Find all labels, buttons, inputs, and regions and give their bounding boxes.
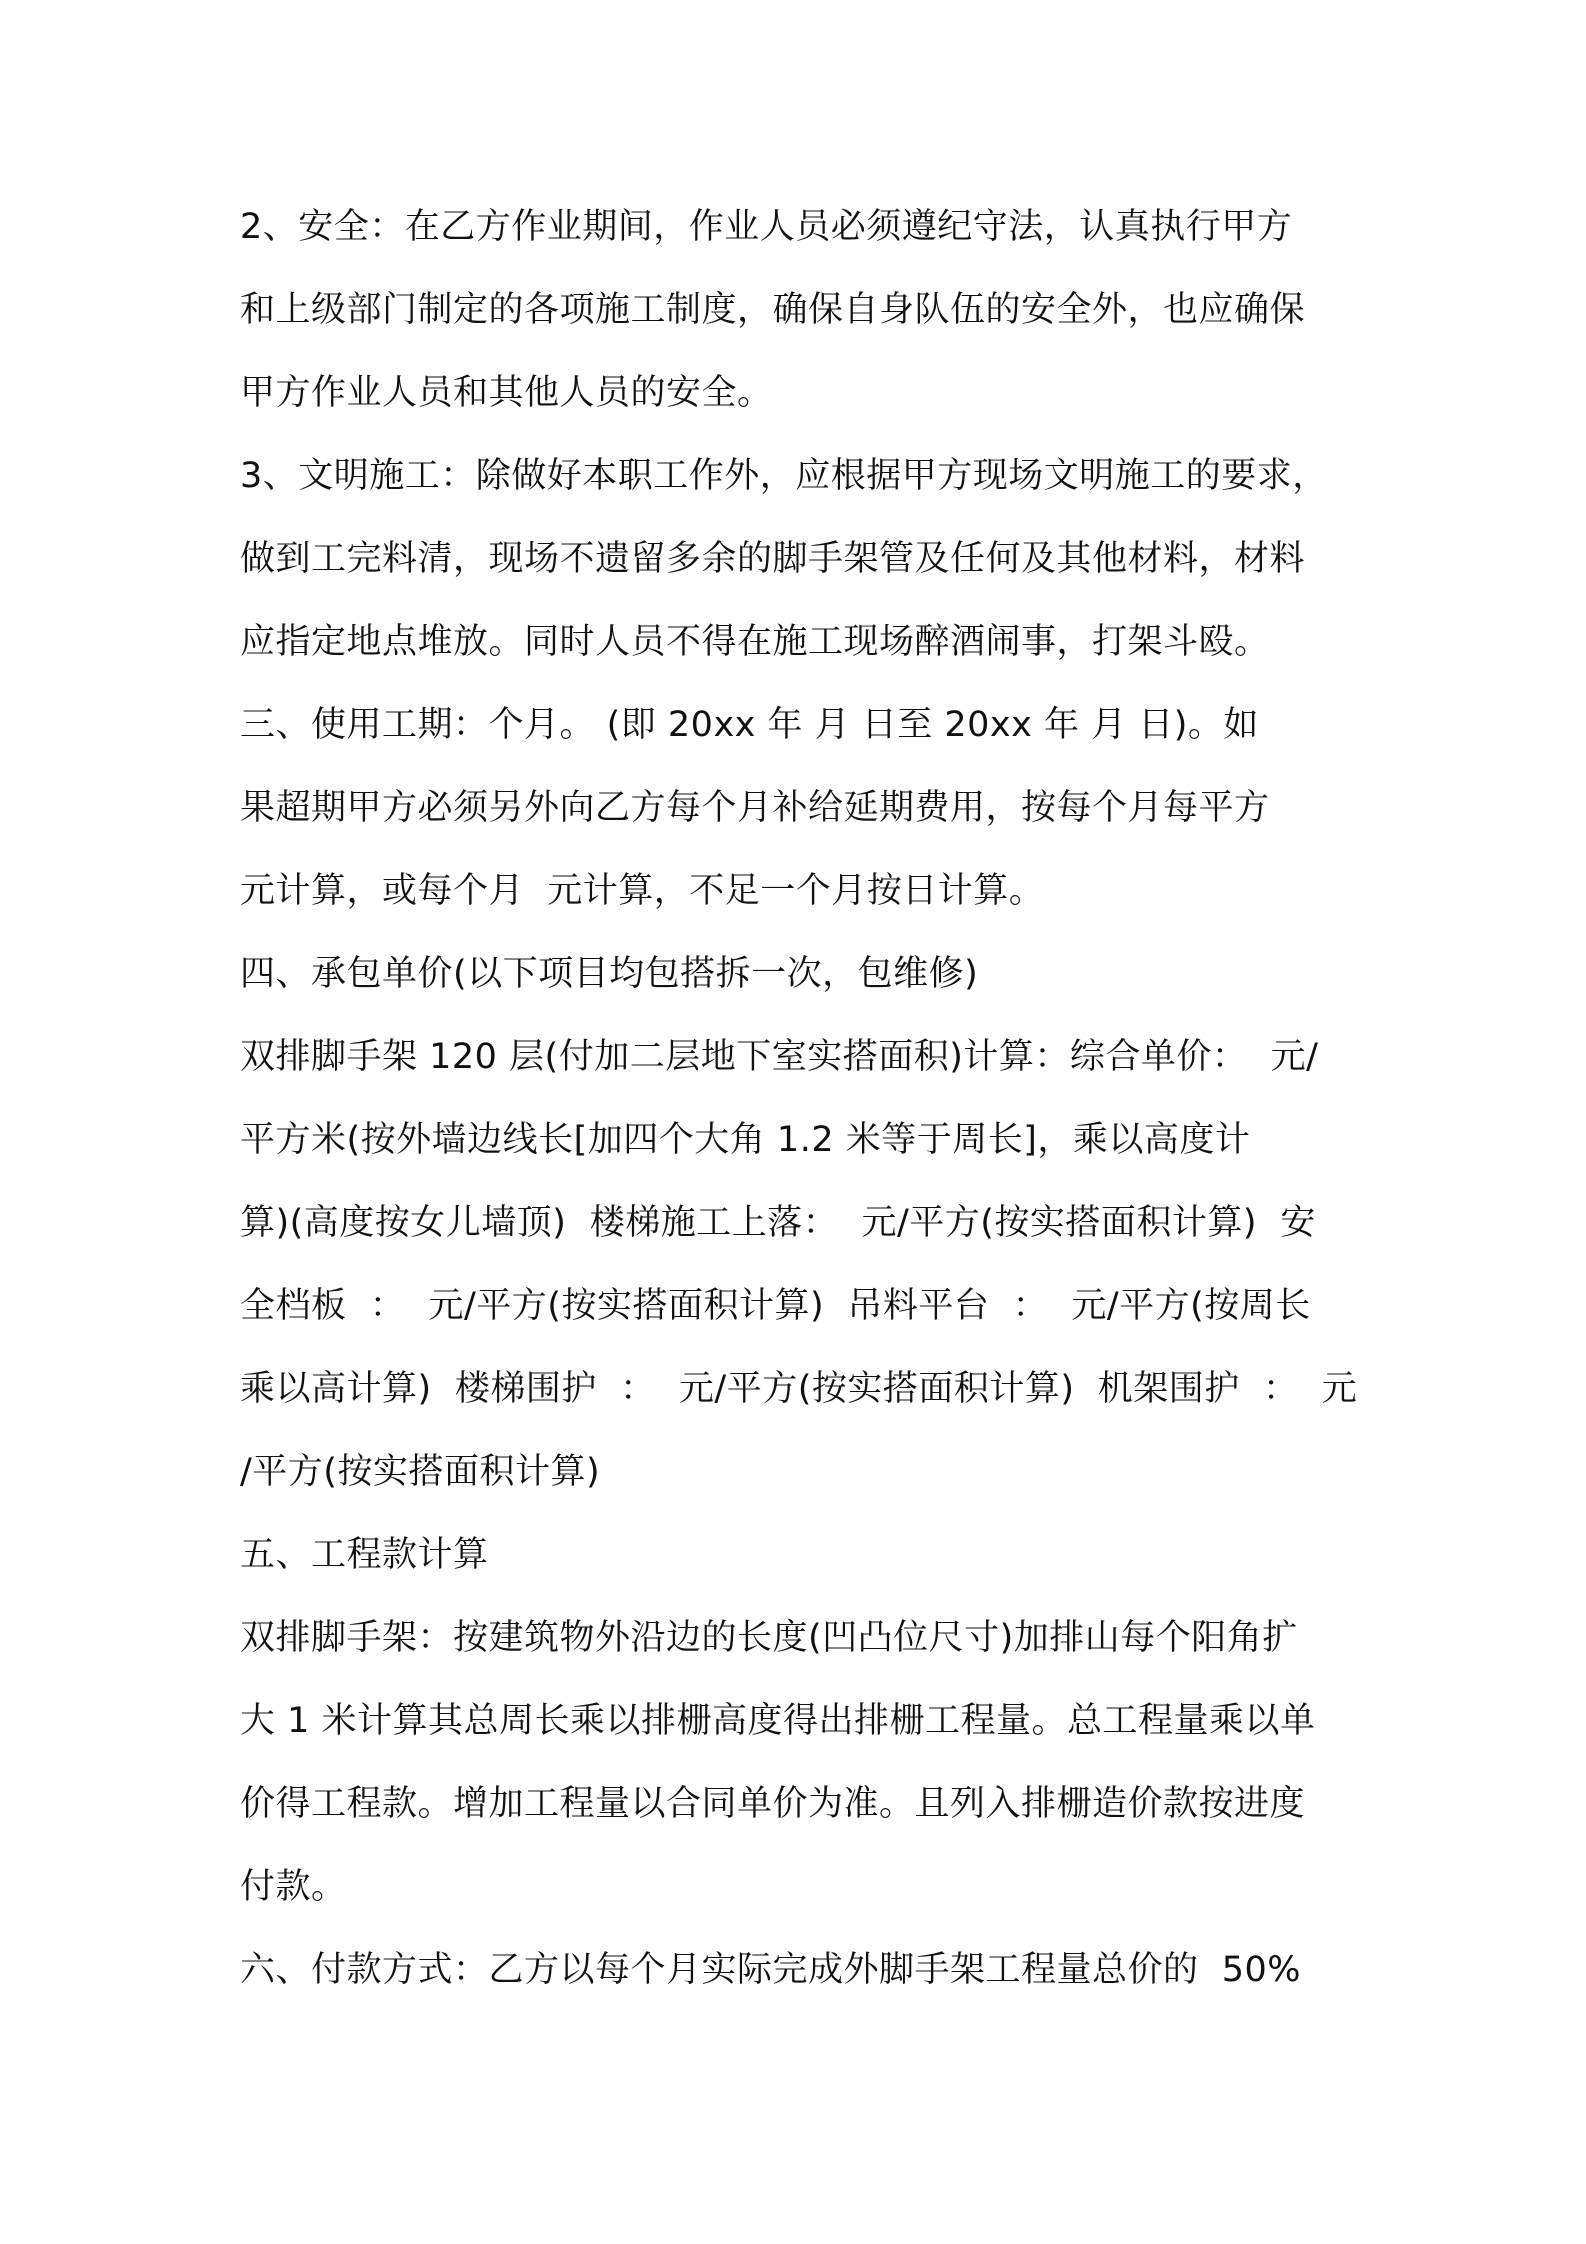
section-heading: 四、承包单价(以下项目均包搭拆一次，包维修)	[240, 954, 979, 994]
text-line: 甲方作业人员和其他人员的安全。	[240, 373, 773, 413]
section-heading: 五、工程款计算	[240, 1535, 489, 1575]
text-line: 平方米(按外墙边线长[加四个大角 1.2 米等于周长]，乘以高度计	[240, 1120, 1251, 1160]
text-line: 应指定地点堆放。同时人员不得在施工现场醉酒闹事，打架斗殴。	[240, 622, 1270, 662]
text-line: 付款。	[240, 1867, 347, 1907]
text-line: 元计算，或每个月 元计算，不足一个月按日计算。	[240, 871, 1045, 911]
text-line: 双排脚手架 120 层(付加二层地下室实搭面积)计算：综合单价： 元/	[240, 1037, 1319, 1077]
text-line: /平方(按实搭面积计算)	[240, 1452, 601, 1492]
text-line: 2、安全：在乙方作业期间，作业人员必须遵纪守法，认真执行甲方	[240, 207, 1293, 247]
text-line: 做到工完料清，现场不遗留多余的脚手架管及任何及其他材料，材料	[240, 539, 1306, 579]
text-line: 果超期甲方必须另外向乙方每个月补给延期费用，按每个月每平方	[240, 788, 1270, 828]
text-line: 大 1 米计算其总周长乘以排栅高度得出排栅工程量。总工程量乘以单	[240, 1701, 1316, 1741]
text-line: 和上级部门制定的各项施工制度，确保自身队伍的安全外，也应确保	[240, 290, 1306, 330]
text-line: 全档板 ： 元/平方(按实搭面积计算) 吊料平台 ： 元/平方(按周长	[240, 1286, 1311, 1326]
text-line: 价得工程款。增加工程量以合同单价为准。且列入排栅造价款按进度	[240, 1784, 1306, 1824]
document-body	[240, 200, 1370, 2026]
text-line: 双排脚手架：按建筑物外沿边的长度(凹凸位尺寸)加排山每个阳角扩	[240, 1618, 1298, 1658]
text-line: 乘以高计算) 楼梯围护 ： 元/平方(按实搭面积计算) 机架围护 ： 元	[240, 1369, 1358, 1409]
text-line: 三、使用工期：个月。 (即 20xx 年 月 日至 20xx 年 月 日)。如	[240, 705, 1259, 745]
text-line: 算)(高度按女儿墙顶) 楼梯施工上落： 元/平方(按实搭面积计算) 安	[240, 1203, 1316, 1243]
text-line: 3、文明施工：除做好本职工作外，应根据甲方现场文明施工的要求，	[240, 456, 1328, 496]
text-line: 六、付款方式：乙方以每个月实际完成外脚手架工程量总价的 50%	[240, 1950, 1302, 1990]
